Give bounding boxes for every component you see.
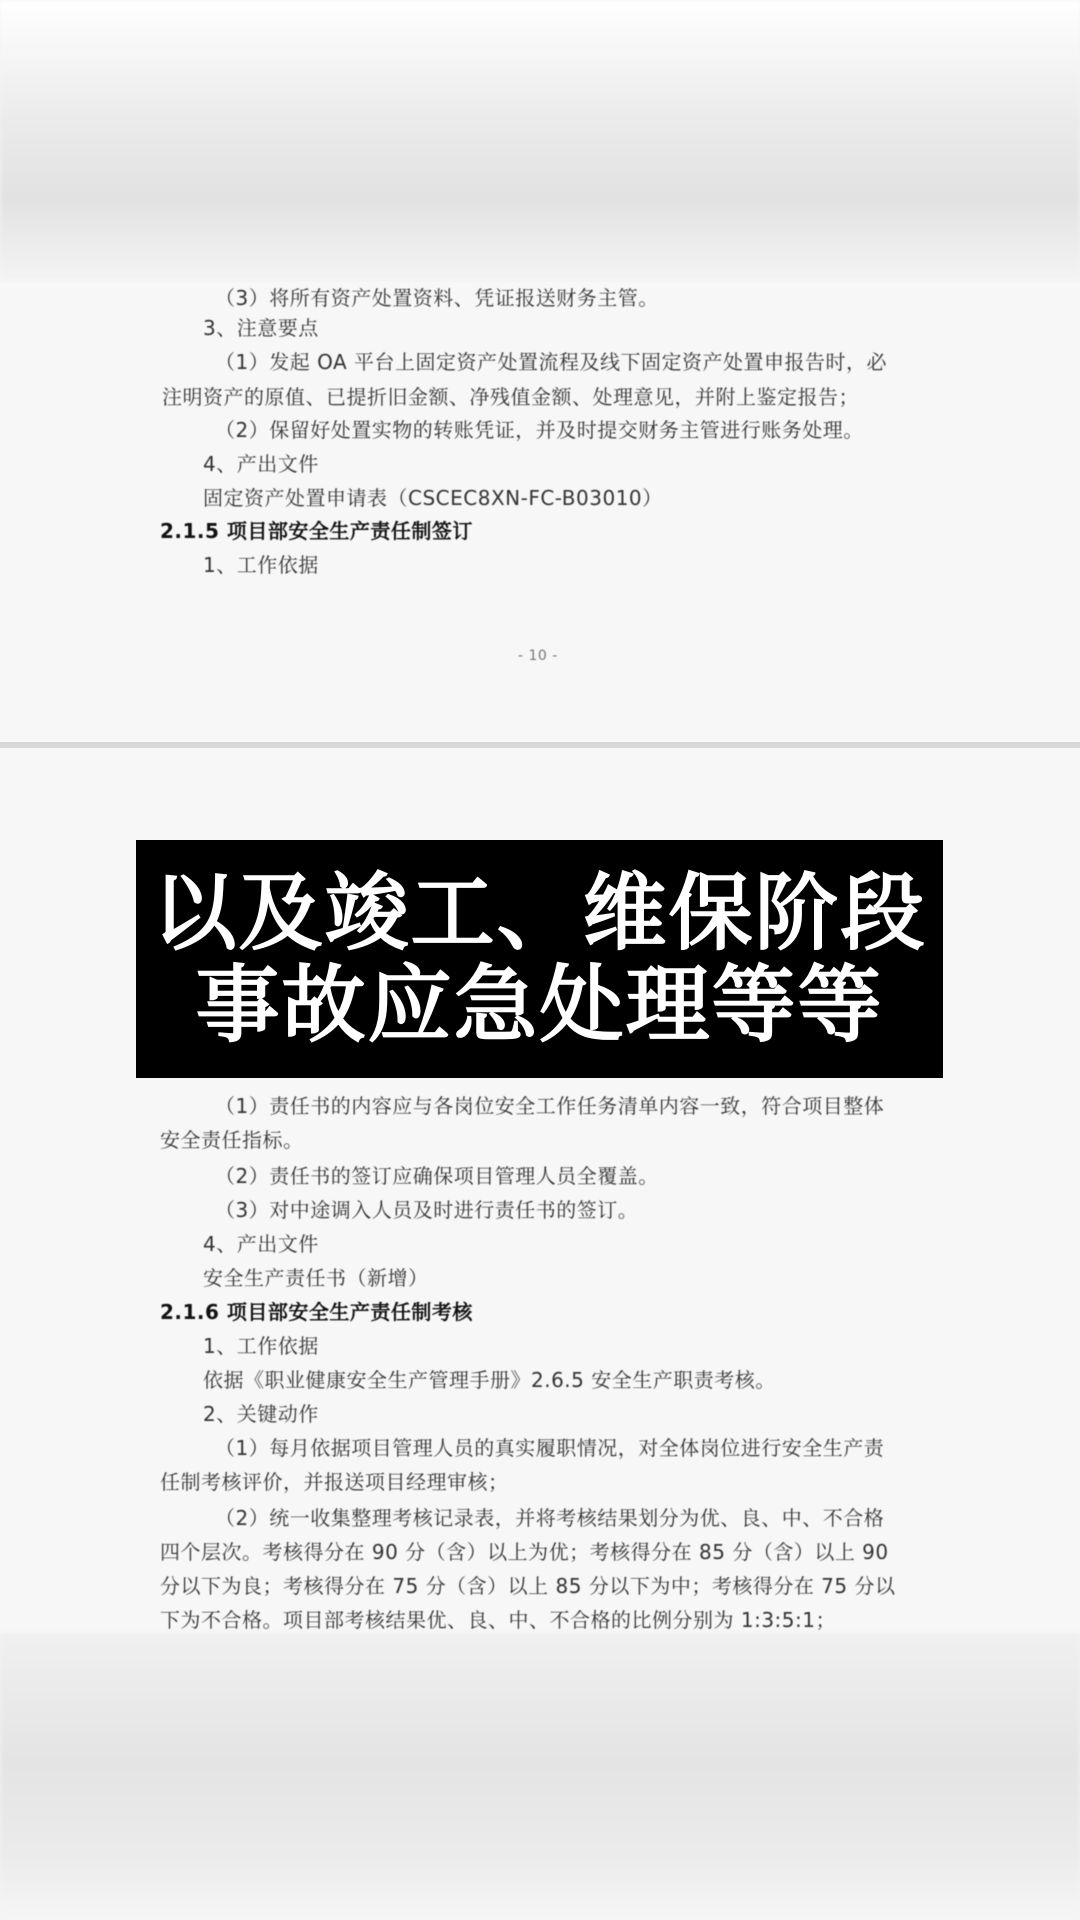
text-line: 1、工作依据 xyxy=(203,1334,319,1358)
text-line: 4、产出文件 xyxy=(203,452,319,476)
text-line: 分以下为良；考核得分在 75 分（含）以上 85 分以下为中；考核得分在 75 分以 xyxy=(160,1574,896,1598)
caption-line-1: 以及竣工、维保阶段 xyxy=(152,863,927,962)
text-line: （2）责任书的签订应确保项目管理人员全覆盖。 xyxy=(215,1164,659,1188)
section-heading: 2.1.6 项目部安全生产责任制考核 xyxy=(160,1300,473,1324)
text-line: 注明资产的原值、已提折旧金额、净残值金额、处理意见，并附上鉴定报告； xyxy=(162,385,859,409)
text-line: 固定资产处置申请表（CSCEC8XN-FC-B03010） xyxy=(203,486,663,510)
text-line: （2）统一收集整理考核记录表，并将考核结果划分为优、良、中、不合格 xyxy=(215,1506,885,1530)
page-number: - 10 - xyxy=(518,648,558,664)
text-line: 2、关键动作 xyxy=(203,1402,319,1426)
blurred-bottom-background xyxy=(0,1633,1080,1920)
text-line: 4、产出文件 xyxy=(203,1232,319,1256)
text-line: 安全生产责任书（新增） xyxy=(203,1266,429,1290)
text-line: （2）保留好处置实物的转账凭证，并及时提交财务主管进行账务处理。 xyxy=(215,418,864,442)
text-line: （1）责任书的内容应与各岗位安全工作任务清单内容一致，符合项目整体 xyxy=(215,1094,885,1118)
text-line: （3）将所有资产处置资料、凭证报送财务主管。 xyxy=(215,286,659,310)
text-line: 3、注意要点 xyxy=(203,316,319,340)
text-line: （3）对中途调入人员及时进行责任书的签订。 xyxy=(215,1198,639,1222)
text-line: 安全责任指标。 xyxy=(160,1128,304,1152)
caption-line-2: 事故应急处理等等 xyxy=(195,956,884,1054)
document-page-upper xyxy=(0,282,1080,742)
text-line: 任制考核评价，并报送项目经理审核； xyxy=(160,1470,509,1494)
blurred-top-background xyxy=(0,0,1080,282)
text-line: （1）每月依据项目管理人员的真实履职情况，对全体岗位进行安全生产责 xyxy=(215,1436,885,1460)
text-line: 下为不合格。项目部考核结果优、良、中、不合格的比例分别为 1:3:5:1； xyxy=(160,1608,836,1632)
text-line: 四个层次。考核得分在 90 分（含）以上为优；考核得分在 85 分（含）以上 90 xyxy=(160,1540,889,1564)
text-line: 1、工作依据 xyxy=(203,553,319,577)
text-line: 依据《职业健康安全生产管理手册》2.6.5 安全生产职责考核。 xyxy=(203,1368,776,1392)
caption-banner xyxy=(136,840,943,1078)
text-line: （1）发起 OA 平台上固定资产处置流程及线下固定资产处置申报告时，必 xyxy=(215,350,888,374)
section-heading: 2.1.5 项目部安全生产责任制签订 xyxy=(160,519,473,543)
